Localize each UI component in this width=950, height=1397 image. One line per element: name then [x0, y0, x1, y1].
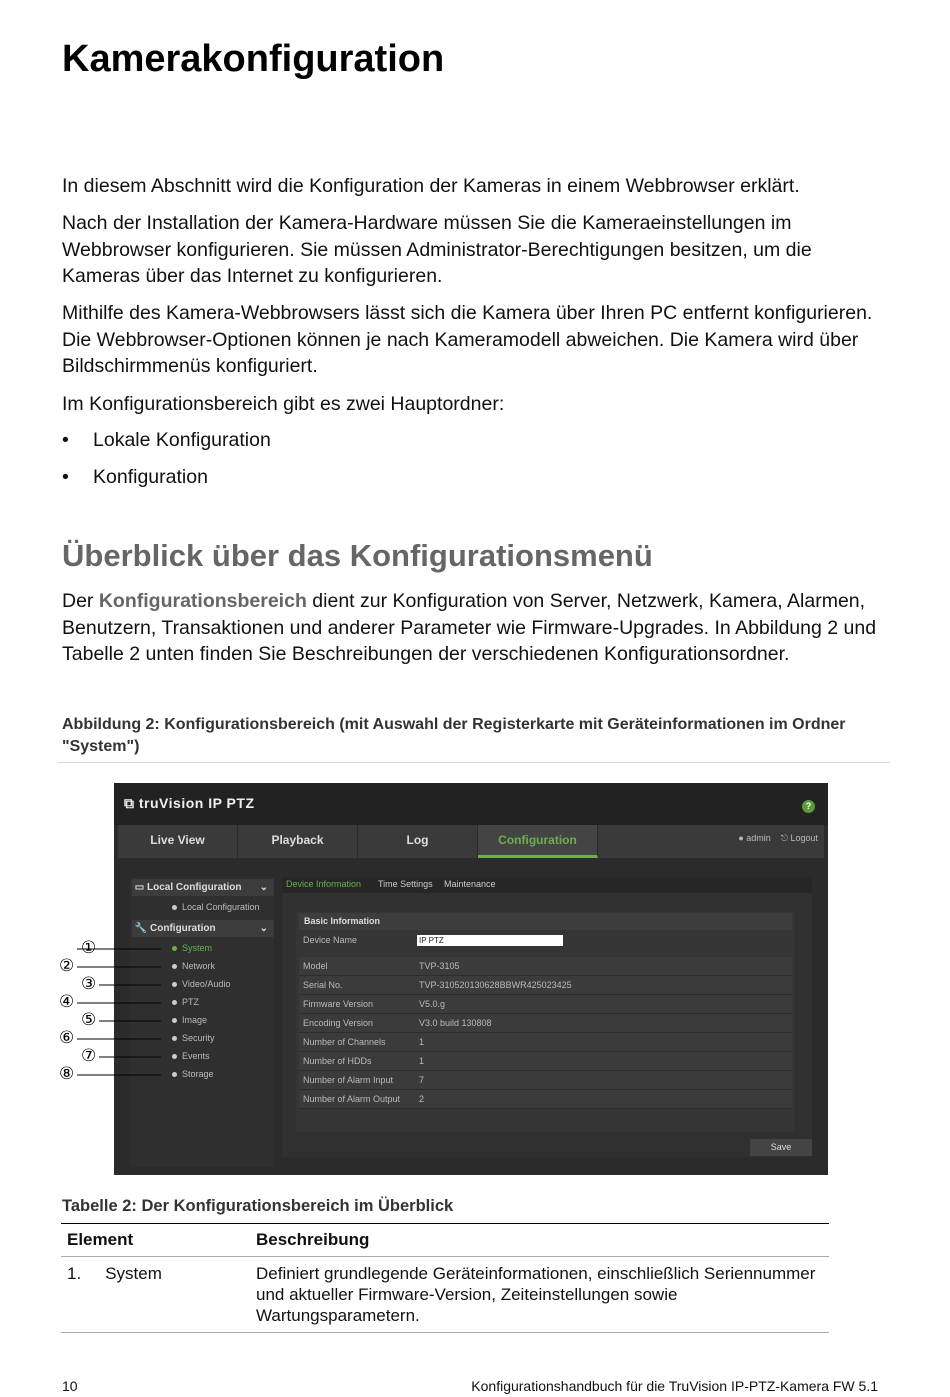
header-description: Beschreibung [250, 1224, 829, 1257]
logout-link[interactable]: Logout [790, 833, 818, 843]
info-label: Number of Alarm Input [303, 1075, 394, 1085]
section-paragraph-highlight: Konfigurationsbereich [98, 590, 307, 612]
info-value: 7 [419, 1075, 425, 1085]
config-label: Configuration [150, 923, 216, 934]
callout-7: ⑦ [81, 1046, 97, 1065]
intro-paragraph: In diesem Abschnitt wird die Konfiguration der Kameras in einem Webbrowser erklärt. [62, 175, 800, 197]
callout-group [55, 938, 175, 1088]
help-icon[interactable]: ? [802, 800, 815, 813]
info-row [299, 957, 792, 976]
config-content [282, 877, 812, 1157]
sidebar-item-network[interactable] [172, 961, 215, 971]
tab-playback[interactable]: Playback [238, 825, 358, 858]
config-screenshot [114, 783, 828, 1175]
save-button[interactable]: Save [750, 1139, 812, 1156]
user-bar [738, 833, 818, 844]
sidebar-item-label: Events [182, 1051, 210, 1061]
info-value: TVP-310520130628BBWR425023425 [419, 980, 572, 990]
row-element: System [105, 1264, 162, 1283]
sidebar-item-system[interactable] [172, 943, 212, 953]
caption-rule [58, 762, 890, 763]
table-row [61, 1257, 829, 1333]
sidebar-item-storage[interactable] [172, 1069, 214, 1079]
main-tabs [118, 825, 824, 858]
tab-time-settings[interactable]: Time Settings [378, 879, 433, 889]
bullet-text: Konfiguration [93, 466, 208, 488]
callout-5: ⑤ [81, 1010, 97, 1029]
info-label: Model [303, 961, 328, 971]
tab-configuration[interactable]: Configuration [478, 825, 598, 858]
info-row [299, 1071, 792, 1090]
sidebar-item-video-audio[interactable] [172, 979, 230, 989]
info-label: Number of Channels [303, 1037, 386, 1047]
device-name-row [299, 931, 792, 949]
device-name-input[interactable]: IP PTZ [417, 935, 563, 946]
monitor-icon: ▭ [134, 882, 145, 893]
callout-6: ⑥ [59, 1028, 75, 1047]
info-value: 1 [419, 1037, 425, 1047]
bullet-text: Lokale Konfiguration [93, 429, 271, 451]
element-cell [61, 1257, 250, 1333]
overview-table [61, 1223, 829, 1333]
info-label: Number of Alarm Output [303, 1094, 401, 1104]
sidebar-item-label: Local Configuration [182, 902, 260, 912]
callout-2: ② [59, 956, 75, 975]
install-paragraph: Nach der Installation der Kamera-Hardware müssen Sie die Kameraeinstellungen im Webbrowser konfigurieren. Sie müssen Administrator-Berechtigungen besitzen, um die Kameras über das Internet zu konfigurieren. [62, 212, 812, 287]
user-icon: ● [738, 833, 744, 843]
info-label: Encoding Version [303, 1018, 374, 1028]
bullet-dot: • [62, 429, 69, 451]
info-label: Firmware Version [303, 999, 374, 1009]
sidebar-item-image[interactable] [172, 1015, 207, 1025]
sidebar-item-local-configuration[interactable] [172, 902, 260, 912]
tab-live-view[interactable]: Live View [118, 825, 238, 858]
header-element: Element [61, 1224, 250, 1257]
info-row [299, 1090, 792, 1109]
logo-text: truVision IP PTZ [138, 795, 255, 811]
config-head[interactable] [132, 920, 274, 937]
wrench-icon: 🔧 [134, 923, 148, 934]
sidebar-item-ptz[interactable] [172, 997, 199, 1007]
info-label: Serial No. [303, 980, 343, 990]
page-title: Kamerakonfiguration [62, 38, 445, 80]
sidebar-item-label: Network [182, 961, 216, 971]
tab-maintenance[interactable]: Maintenance [444, 879, 496, 889]
sub-tabs [282, 877, 812, 893]
row-number: 1. [67, 1264, 82, 1283]
callout-3: ③ [81, 974, 97, 993]
page-number: 10 [62, 1378, 78, 1394]
tab-log[interactable]: Log [358, 825, 478, 858]
info-label: Number of HDDs [303, 1056, 372, 1066]
section-paragraph [62, 588, 892, 668]
info-value: V5.0.g [419, 999, 446, 1009]
section-paragraph-rest: dient zur Konfiguration von Server, Netzwerk, Kamera, Alarmen, Benutzern, Transaktionen und anderer Parameter wie Firmware-Upgrades. In Abbildung 2 und Tabelle 2 unten finden Sie Beschreibungen der verschiedenen Konfigurationsordner. [62, 590, 877, 665]
footer-title: Konfigurationshandbuch für die TruVision IP-PTZ-Kamera FW 5.1 [471, 1378, 878, 1394]
bullet-dot: • [62, 466, 69, 488]
bullet-icon [172, 905, 177, 910]
logout-icon[interactable]: ⎋ [780, 833, 788, 843]
info-row [299, 995, 792, 1014]
sidebar-item-label: Storage [182, 1069, 214, 1079]
basic-information-section [296, 912, 794, 1132]
figure-caption: Abbildung 2: Konfigurationsbereich (mit Auswahl der Registerkarte mit Geräteinformationen im Ordner "System") [62, 716, 846, 755]
sidebar-item-label: System [182, 943, 213, 953]
chevron-down-icon: ⌄ [259, 923, 268, 934]
sidebar-item-events[interactable] [172, 1051, 210, 1061]
description-cell: Definiert grundlegende Geräteinformationen, einschließlich Seriennummer und aktueller Firmware-Version, Zeiteinstellungen sowie Wartungsparametern. [250, 1257, 829, 1333]
sidebar-item-label: Security [182, 1033, 215, 1043]
callout-1: ① [81, 938, 97, 957]
info-row [299, 976, 792, 995]
section-title: Basic Information [299, 913, 792, 930]
admin-label: admin [746, 833, 771, 843]
folders-paragraph: Im Konfigurationsbereich gibt es zwei Hauptordner: [62, 393, 505, 415]
local-config-head[interactable] [132, 879, 274, 896]
device-name-label: Device Name [303, 935, 358, 945]
tab-device-information[interactable]: Device Information [286, 879, 362, 889]
webbrowser-paragraph: Mithilfe des Kamera-Webbrowsers lässt sich die Kamera über Ihren PC entfernt konfigurieren. Die Webbrowser-Optionen können je nach Kameramodell abweichen. Die Kamera wird über Bildschirmmenüs konfiguriert. [62, 302, 873, 377]
table-header-row [61, 1224, 829, 1257]
info-value: 1 [419, 1056, 425, 1066]
info-row [299, 1052, 792, 1071]
app-topbar [114, 783, 828, 825]
callout-4: ④ [59, 992, 75, 1011]
sidebar-item-label: Image [182, 1015, 208, 1025]
section-paragraph-prefix: Der [62, 590, 99, 612]
info-row [299, 1033, 792, 1052]
section-heading: Überblick über das Konfigurationsmenü [62, 538, 653, 573]
table-caption: Tabelle 2: Der Konfigurationsbereich im Überblick [62, 1197, 454, 1215]
info-row [299, 1014, 792, 1033]
info-value: 2 [419, 1094, 425, 1104]
sidebar-item-label: Video/Audio [182, 979, 231, 989]
sidebar-item-security[interactable] [172, 1033, 215, 1043]
callout-8: ⑧ [59, 1064, 75, 1083]
chevron-down-icon: ⌄ [259, 882, 268, 893]
sidebar-item-label: PTZ [182, 997, 199, 1007]
logo-icon: ⧉ [124, 795, 135, 811]
info-value: V3.0 build 130808 [419, 1018, 492, 1028]
info-value: TVP-3105 [419, 961, 460, 971]
truvision-logo [124, 795, 255, 812]
local-config-label: Local Configuration [147, 882, 242, 893]
